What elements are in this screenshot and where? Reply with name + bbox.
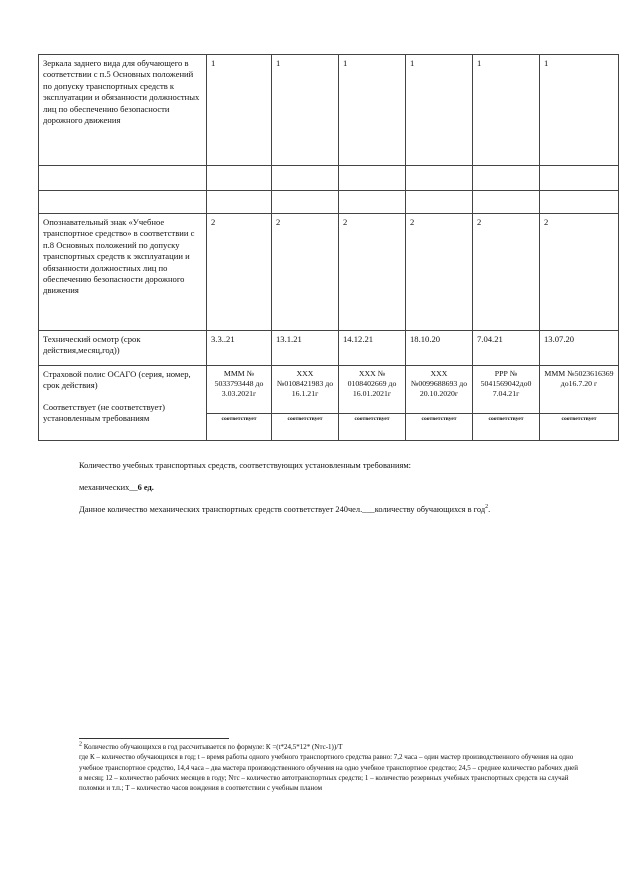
matches-text: Данное количество механических транспортных средств соответствует 240чел.___количеству обучающихся в год [79,505,486,514]
empty-cell [339,166,406,191]
count-heading: Количество учебных транспортных средств, соответствующих установленным требованиям: [79,461,411,470]
insurance-cell [406,366,473,441]
insurance-cell [473,366,540,441]
insurance-label: Страховой полис ОСАГО (серия, номер, срок действия) [43,369,191,391]
mechanical-value: 6 ед. [137,483,154,492]
table-row-inspection [39,331,619,366]
empty-cell [473,166,540,191]
footnote-number: 2 [79,741,82,748]
table-cell: 2 [272,214,339,331]
table-row-empty [39,191,619,214]
empty-cell [272,166,339,191]
table-cell: 1 [207,55,272,166]
matches-line [79,504,490,515]
mechanical-count [79,482,154,493]
insurance-value: ХХХ №0099688693 до 20.10.2020г [410,369,468,398]
period: . [488,505,491,514]
footnote-formula-text: Количество обучающихся в год рассчитывается по формуле: К =(t*24,5*12* (Nтс-1))/Т [83,743,343,751]
insurance-cell [339,366,406,441]
empty-cell [406,191,473,214]
compliance-status: соответствует [221,416,257,422]
row-label-mirrors: Зеркала заднего вида для обучающего в соответствии с п.5 Основных положений по допуску транспортных средств к эксплуатации и обязанности должностных лиц по обеспечению безопасности дорожного движения [39,55,207,166]
table-cell: 2 [207,214,272,331]
footnote-ref: 2 [485,504,489,511]
table-cell: 2 [540,214,619,331]
mechanical-prefix: механических [79,483,130,492]
table-row-sign [39,214,619,331]
empty-cell [39,166,207,191]
empty-cell [39,191,207,214]
empty-cell [207,191,272,214]
compliance-label: Соответствует (не соответствует) установленным требованиям [43,401,165,424]
compliance-status: соответствует [561,416,597,422]
footnote [79,742,579,793]
footnote-explanation: где К – количество обучающихся в год; t – время работы одного учебного транспортного средства равно: 7,2 часа – один мастер производственного обучения на одно учебное транспортное средство, 14,4 часа – два мастера производственного обучения на одно учебное транспортное средство; 24,5 – среднее количество рабочих дней в месяц; 12 – количество рабочих месяцев в году; Nтс – количество автотранспортных средств; 1 – количество резервных учебных транспортных средств на случай поломки и т.п.; Т – количество часов вождения в соответствии с учебным планом [79,753,579,793]
compliance-status: соответствует [488,416,524,422]
table-cell: 1 [272,55,339,166]
table-cell: 1 [540,55,619,166]
row-label-insurance [39,366,207,441]
table-cell: 2 [473,214,540,331]
empty-cell [272,191,339,214]
table-cell: 14.12.21 [339,331,406,366]
table-row-mirrors [39,55,619,166]
insurance-cell [272,366,339,441]
table-cell: 1 [339,55,406,166]
table-row-empty [39,166,619,191]
compliance-status: соответствует [354,416,390,422]
compliance-status: соответствует [287,416,323,422]
insurance-cell [540,366,619,441]
insurance-value: ХХХ №0108421983 до 16.1.21г [276,369,334,398]
footnote-separator [79,738,229,739]
row-label-sign: Опознавательный знак «Учебное транспортное средство» в соответствии с п.8 Основных положений по допуску транспортных средств к эксплуатации и обязанности должностных лиц по обеспечению безопасности дорожного движения [39,214,207,331]
table-cell: 2 [406,214,473,331]
table-cell: 3.3..21 [207,331,272,366]
insurance-value: МММ № 5033793448 до 3.03.2021г [214,369,264,398]
insurance-value: РРР № 5041569042до0 7.04.21г [480,369,532,398]
empty-cell [406,166,473,191]
table-cell: 7.04.21 [473,331,540,366]
table-cell: 13.07.20 [540,331,619,366]
vehicle-requirements-table [38,54,619,441]
table-cell: 18.10.20 [406,331,473,366]
insurance-cell [207,366,272,441]
footnote-formula [79,742,579,752]
table-cell: 1 [406,55,473,166]
empty-cell [207,166,272,191]
table-cell: 13.1.21 [272,331,339,366]
table-cell: 1 [473,55,540,166]
compliance-status: соответствует [421,416,457,422]
table-cell: 2 [339,214,406,331]
empty-cell [339,191,406,214]
table-row-insurance [39,366,619,441]
empty-cell [473,191,540,214]
empty-cell [540,191,619,214]
insurance-value: ХХХ № 0108402669 до 16.01.2021г [347,369,397,398]
empty-cell [540,166,619,191]
row-label-inspection: Технический осмотр (срок действия,месяц,год)) [39,331,207,366]
insurance-value: МММ №5023616369 до16.7.20 г [544,369,614,388]
mechanical-blank: __ [129,483,138,492]
